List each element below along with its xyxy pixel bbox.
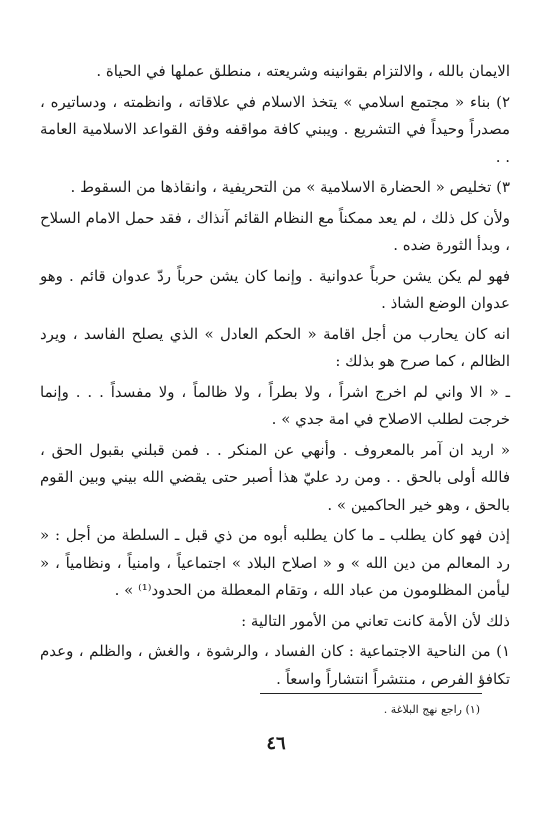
paragraph-9: إذن فهو كان يطلب ـ ما كان يطلبه أبوه من ذي قبل ـ السلطة من أجل : « رد المعالم من دين الله » و « اصلاح البلاد » اجتماعياً ، وامنياً ، ونظامياً ، « ليأمن المظلومون من عباد الله ، وتقام المعطلة من الحدود⁽¹⁾ » . xyxy=(40,526,510,599)
paragraph-3: ٣) تخليص « الحضارة الاسلامية » من التحريفية ، وانقاذها من السقوط . xyxy=(70,178,510,196)
paragraph-2: ٢) بناء « مجتمع اسلامي » يتخذ الاسلام في علاقاته ، وانظمته ، ودساتيره ، مصدراً وحيداً في التشريع . ويبني كافة مواقفه وفق القواعد الاسلامية العامة . . xyxy=(40,92,510,166)
paragraph-10: ذلك لأن الأمة كانت تعاني من الأمور التالية : xyxy=(241,611,510,630)
footnote-divider xyxy=(260,693,482,694)
paragraph-4: ولأن كل ذلك ، لم يعد ممكناً مع النظام القائم آنذاك ، فقد حمل الامام السلاح ، وبدأ الثورة ضده . xyxy=(40,208,510,254)
paragraph-7-quote: ـ « الا واني لم اخرج اشراً ، ولا بطراً ، ولا ظالماً ، ولا مفسداً . . . وإنما خرجت لطلب الاصلاح في امة جدي » . xyxy=(40,382,510,428)
paragraph-6: انه كان يحارب من أجل اقامة « الحكم العادل » الذي يصلح الفاسد ، ويرد الظالم ، كما صرح هو بذلك : xyxy=(40,324,510,370)
paragraph-11: ١) من الناحية الاجتماعية : كان الفساد ، والرشوة ، والغش ، والظلم ، وعدم تكافؤ الفرص ، منتشراً انتشاراً واسعاً . xyxy=(40,642,510,688)
paragraph-1: الايمان بالله ، والالتزام بقوانينه وشريعته ، منطلق عملها في الحياة . xyxy=(96,62,510,80)
footnote: (١) راجع نهج البلاغة . xyxy=(383,703,480,716)
body-text xyxy=(40,58,510,696)
page-number: ٤٦ xyxy=(266,733,286,754)
paragraph-5: فهو لم يكن يشن حرباً عدوانية . وإنما كان يشن حرباً ردّ عدوان قائم . وهو عدوان الوضع الشاذ . xyxy=(40,266,510,312)
paragraph-8-quote: « اريد ان آمر بالمعروف . وأنهي عن المنكر . . فمن قبلني بقبول الحق ، فالله أولى بالحق . . ومن رد عليّ هذا أصبر حتى يقضي الله بيني وبين القوم بالحق ، وهو خير الحاكمين » . xyxy=(40,440,510,514)
